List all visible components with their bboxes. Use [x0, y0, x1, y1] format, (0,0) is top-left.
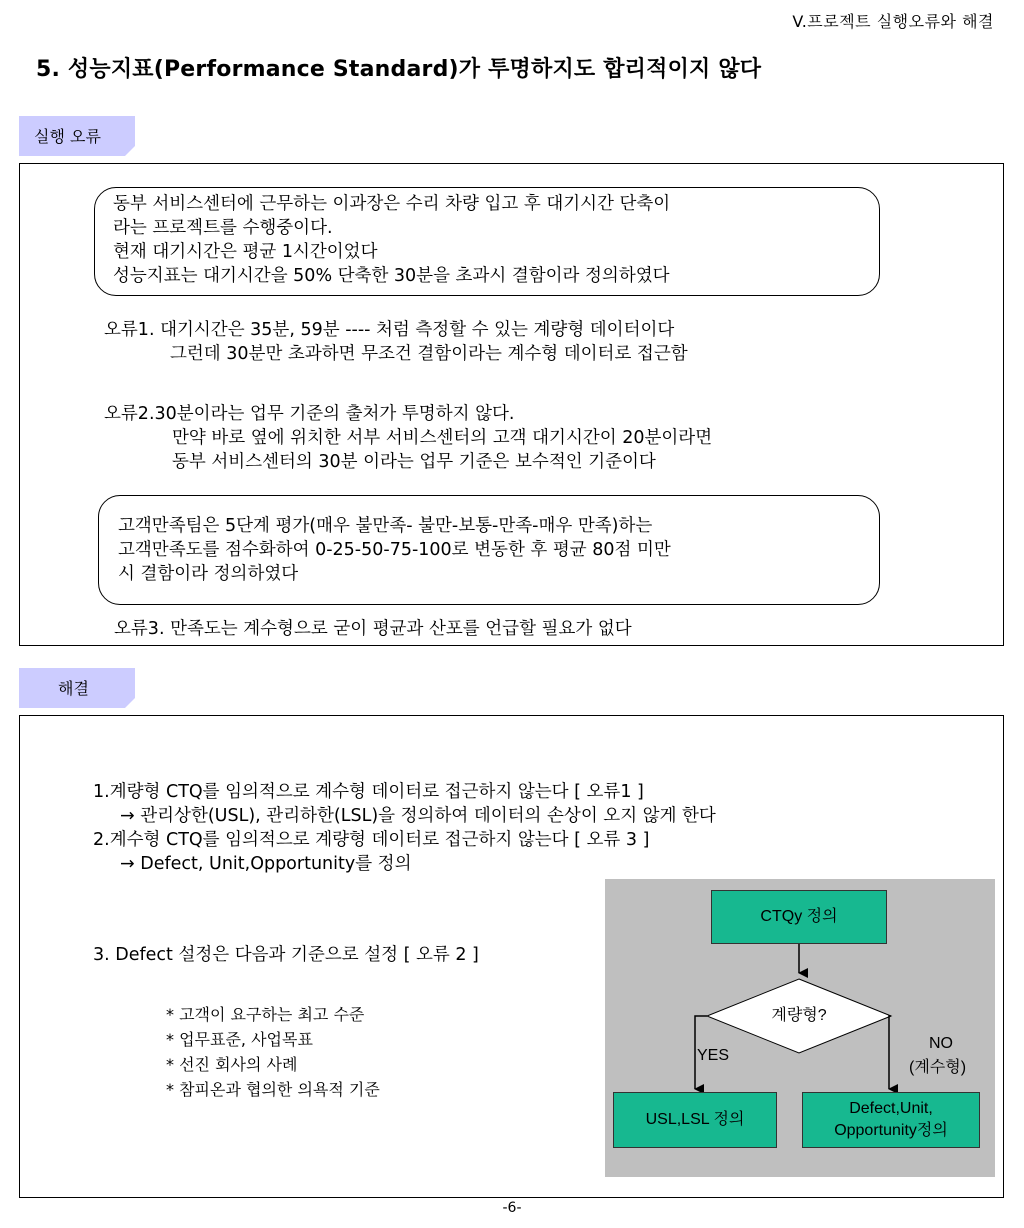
error2-detail: 동부 서비스센터의 30분 이라는 업무 기준은 보수적인 기준이다 [172, 452, 656, 472]
case2-line: 고객만족팀은 5단계 평가(매우 불만족- 불만-보통-만족-매우 만족)하는 [118, 516, 653, 536]
solution-item-3: 3. Defect 설정은 다음과 기준으로 설정 [ 오류 2 ] [93, 945, 479, 965]
solution-items [93, 780, 716, 876]
case1-line: 현재 대기시간은 평균 1시간이었다 [113, 242, 378, 262]
section-tag-error [19, 116, 135, 156]
section-tag-solution-label: 해결 [58, 679, 89, 698]
error1-text [104, 318, 688, 366]
ctq-flowchart [605, 879, 995, 1177]
flow-no-result-line1: Defect,Unit, [849, 1100, 933, 1117]
solution-item-1-detail: → 관리상한(USL), 관리하한(LSL)을 정의하여 데이터의 손상이 오지 않게 한다 [120, 806, 716, 826]
case2-text [118, 514, 671, 586]
case1-text [113, 192, 670, 288]
list-item: * 업무표준, 사업목표 [166, 1030, 313, 1049]
page-title: 5. 성능지표(Performance Standard)가 투명하지도 합리적이지 않다 [36, 57, 762, 82]
case1-line: 동부 서비스센터에 근무하는 이과장은 수리 차량 입고 후 대기시간 단축이 [113, 194, 671, 214]
page-number: -6- [502, 1200, 522, 1216]
error1-heading: 오류1. 대기시간은 35분, 59분 ---- 처럼 측정할 수 있는 계량형 데이터이다 [104, 320, 675, 340]
case1-line: 라는 프로젝트를 수행중이다. [113, 218, 333, 238]
list-item: * 선진 회사의 사례 [166, 1055, 298, 1074]
flow-no-label: NO [929, 1035, 953, 1052]
flow-decision-label: 계량형? [771, 1007, 827, 1024]
error3-text: 오류3. 만족도는 계수형으로 굳이 평균과 산포를 언급할 필요가 없다 [114, 619, 632, 639]
solution-item-1: 1.계량형 CTQ를 임의적으로 계수형 데이터로 접근하지 않는다 [ 오류1 ] [93, 782, 644, 802]
chapter-header: V.프로젝트 실행오류와 해결 [792, 12, 994, 31]
list-item: * 고객이 요구하는 최고 수준 [166, 1005, 365, 1024]
solution-item-2-detail: → Defect, Unit,Opportunity를 정의 [120, 854, 412, 874]
solution-item-2: 2.계수형 CTQ를 임의적으로 계량형 데이터로 접근하지 않는다 [ 오류 3 ] [93, 830, 650, 850]
list-item: * 참피온과 협의한 의욕적 기준 [166, 1080, 380, 1099]
error2-detail: 만약 바로 옆에 위치한 서부 서비스센터의 고객 대기시간이 20분이라면 [172, 428, 713, 448]
flow-yes-result-box: USL,LSL 정의 [613, 1092, 777, 1148]
defect-criteria-list [166, 1002, 380, 1102]
flow-start-box: CTQy 정의 [711, 890, 887, 944]
section-tag-solution [19, 668, 135, 708]
flow-no-sublabel: (계수형) [909, 1059, 967, 1076]
section-tag-error-label: 실행 오류 [34, 127, 101, 146]
case1-line: 성능지표는 대기시간을 50% 단축한 30분을 초과시 결함이라 정의하였다 [113, 266, 670, 286]
case2-line: 고객만족도를 점수화하여 0-25-50-75-100로 변동한 후 평균 80점 미만 [118, 540, 671, 560]
arrow-no [889, 1016, 891, 1089]
flow-yes-label: YES [697, 1047, 730, 1064]
error1-detail: 그런데 30분만 초과하면 무조건 결함이라는 계수형 데이터로 접근함 [170, 344, 688, 364]
case2-line: 시 결함이라 정의하였다 [118, 564, 299, 584]
flow-no-result-box [802, 1092, 980, 1148]
error2-text [104, 402, 712, 474]
error2-heading: 오류2.30분이라는 업무 기준의 출처가 투명하지 않다. [104, 404, 515, 424]
flow-no-result-line2: Opportunity정의 [834, 1122, 948, 1139]
